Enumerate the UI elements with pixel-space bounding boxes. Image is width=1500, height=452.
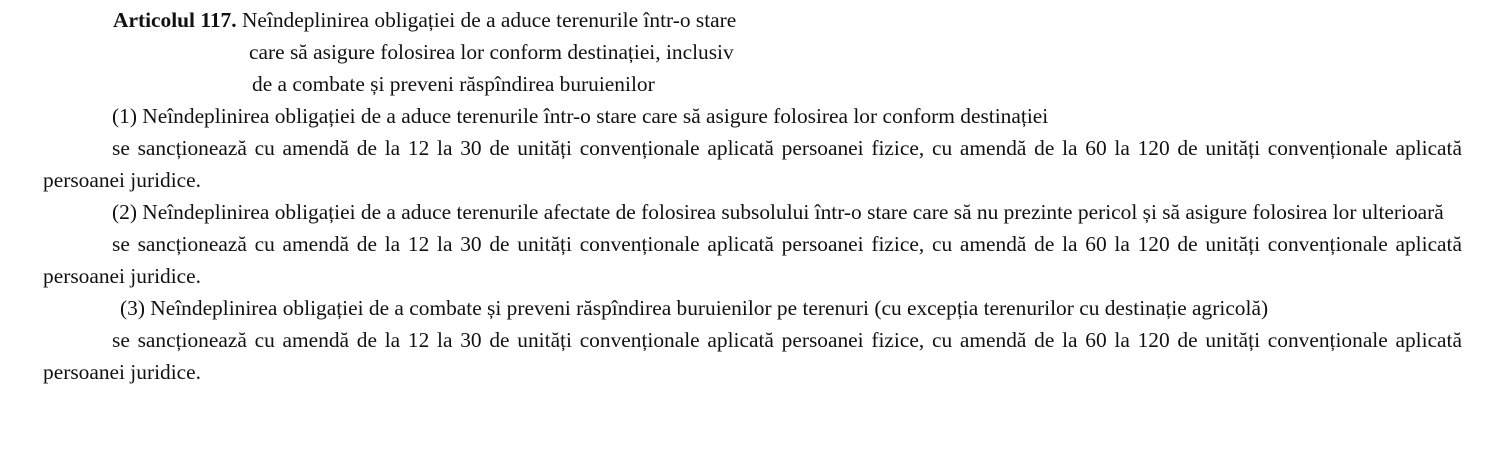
- document-body: [43, 4, 1462, 388]
- article-heading-line-3: de a combate și preveni răspîndirea buruienilor: [252, 72, 655, 96]
- paragraph-3-offense: (3) Neîndeplinirea obligației de a combate și preveni răspîndirea buruienilor pe terenuri (cu excepția terenurilor cu destinație agricolă): [120, 296, 1269, 320]
- article-number: Articolul 117.: [113, 8, 237, 32]
- article-heading-line-1: [43, 4, 1462, 36]
- paragraph-2-sanction: se sancționează cu amendă de la 12 la 30 de unități convenționale aplicată persoanei fizice, cu amendă de la 60 la 120 de unități convenționale aplicată persoanei juridice.: [43, 232, 1462, 288]
- article-title-part-1: Neîndeplinirea obligației de a aduce terenurile într-o stare: [241, 8, 737, 32]
- paragraph-2-offense: (2) Neîndeplinirea obligației de a aduce terenurile afectate de folosirea subsolului într-o stare care să nu prezinte pericol și să asigure folosirea lor ulterioară: [112, 200, 1444, 224]
- paragraph-1-sanction: se sancționează cu amendă de la 12 la 30 de unități convenționale aplicată persoanei fizice, cu amendă de la 60 la 120 de unități convenționale aplicată persoanei juridice.: [43, 136, 1462, 192]
- paragraph-1-offense: (1) Neîndeplinirea obligației de a aduce terenurile într-o stare care să asigure folosirea lor conform destinației: [112, 104, 1049, 128]
- article-heading-line-2: care să asigure folosirea lor conform destinației, inclusiv: [249, 40, 734, 64]
- paragraph-3-sanction: se sancționează cu amendă de la 12 la 30 de unități convenționale aplicată persoanei fizice, cu amendă de la 60 la 120 de unități convenționale aplicată persoanei juridice.: [43, 328, 1462, 384]
